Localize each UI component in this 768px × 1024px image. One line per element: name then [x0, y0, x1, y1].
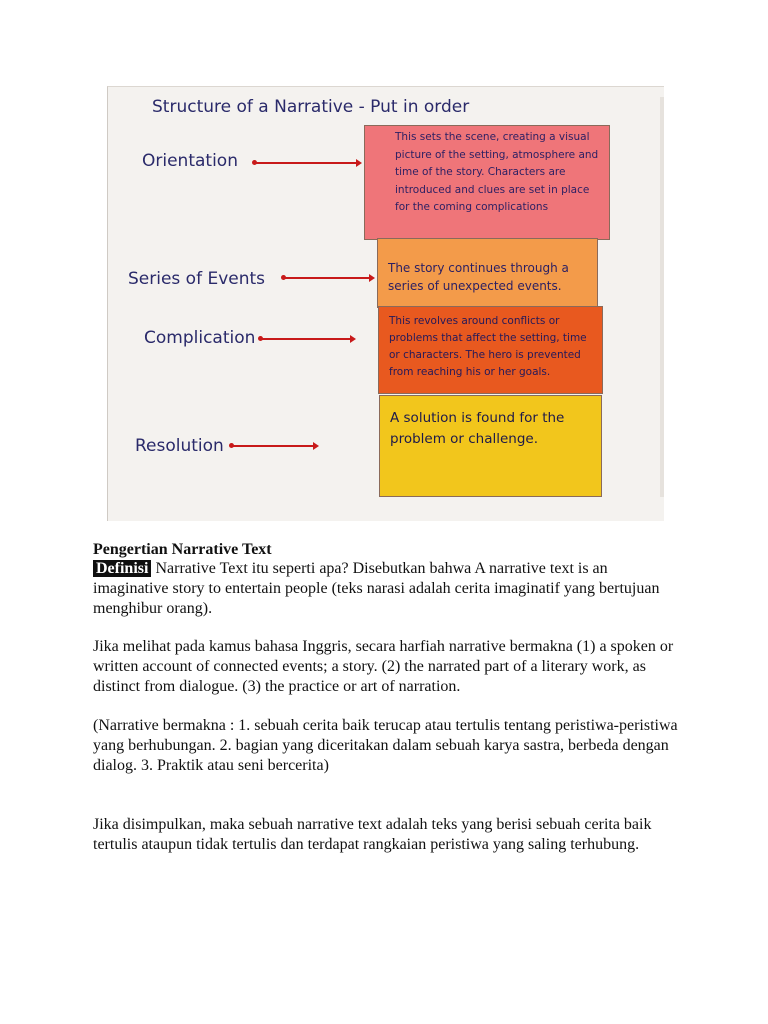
- definition-paragraph: [93, 559, 685, 619]
- stage-label-resolution: Resolution: [135, 436, 224, 456]
- orientation-description-box: This sets the scene, creating a visual picture of the setting, atmosphere and time of the story. Characters are introduced and clues are set in place for the coming complications: [364, 125, 610, 240]
- definition-badge: Definisi: [93, 560, 151, 577]
- section-heading: Pengertian Narrative Text: [93, 541, 272, 558]
- complication-description-box: This revolves around conflicts or problems that affect the setting, time or characters. The hero is prevented from reaching his or her goals.: [378, 306, 603, 394]
- resolution-description-box: A solution is found for the problem or challenge.: [379, 395, 602, 497]
- definition-text: Narrative Text itu seperti apa? Disebutkan bahwa A narrative text is an imaginative story to entertain people (teks narasi adalah cerita imaginatif yang bertujuan menghibur orang).: [93, 560, 660, 617]
- arrow-series-of-events: [285, 277, 373, 279]
- stage-label-orientation: Orientation: [142, 151, 238, 171]
- translation-paragraph: (Narrative bermakna : 1. sebuah cerita baik terucap atau tertulis tentang peristiwa-peristiwa yang berhubungan. 2. bagian yang diceritakan dalam sebuah karya sastra, berbeda dengan dialog. 3. Praktik atau seni bercerita): [93, 717, 678, 774]
- arrow-resolution: [233, 445, 317, 447]
- narrative-structure-figure: [107, 86, 664, 521]
- series-of-events-description-box: The story continues through a series of unexpected events.: [377, 238, 598, 308]
- arrow-complication: [262, 338, 354, 340]
- stage-label-series-of-events: Series of Events: [128, 269, 266, 289]
- conclusion-paragraph: Jika disimpulkan, maka sebuah narrative text adalah teks yang berisi sebuah cerita baik tertulis ataupun tidak tertulis dan terdapat rangkaian peristiwa yang saling terhubung.: [93, 816, 652, 853]
- dictionary-meaning-paragraph: Jika melihat pada kamus bahasa Inggris, secara harfiah narrative bermakna (1) a spoken or written account of connected events; a story. (2) the narrated part of a literary work, as distinct from dialogue. (3) the practice or art of narration.: [93, 638, 674, 695]
- stage-label-complication: Complication: [144, 328, 256, 348]
- figure-title: Structure of a Narrative - Put in order: [152, 97, 470, 117]
- figure-edge: [660, 97, 664, 497]
- arrow-orientation: [256, 162, 360, 164]
